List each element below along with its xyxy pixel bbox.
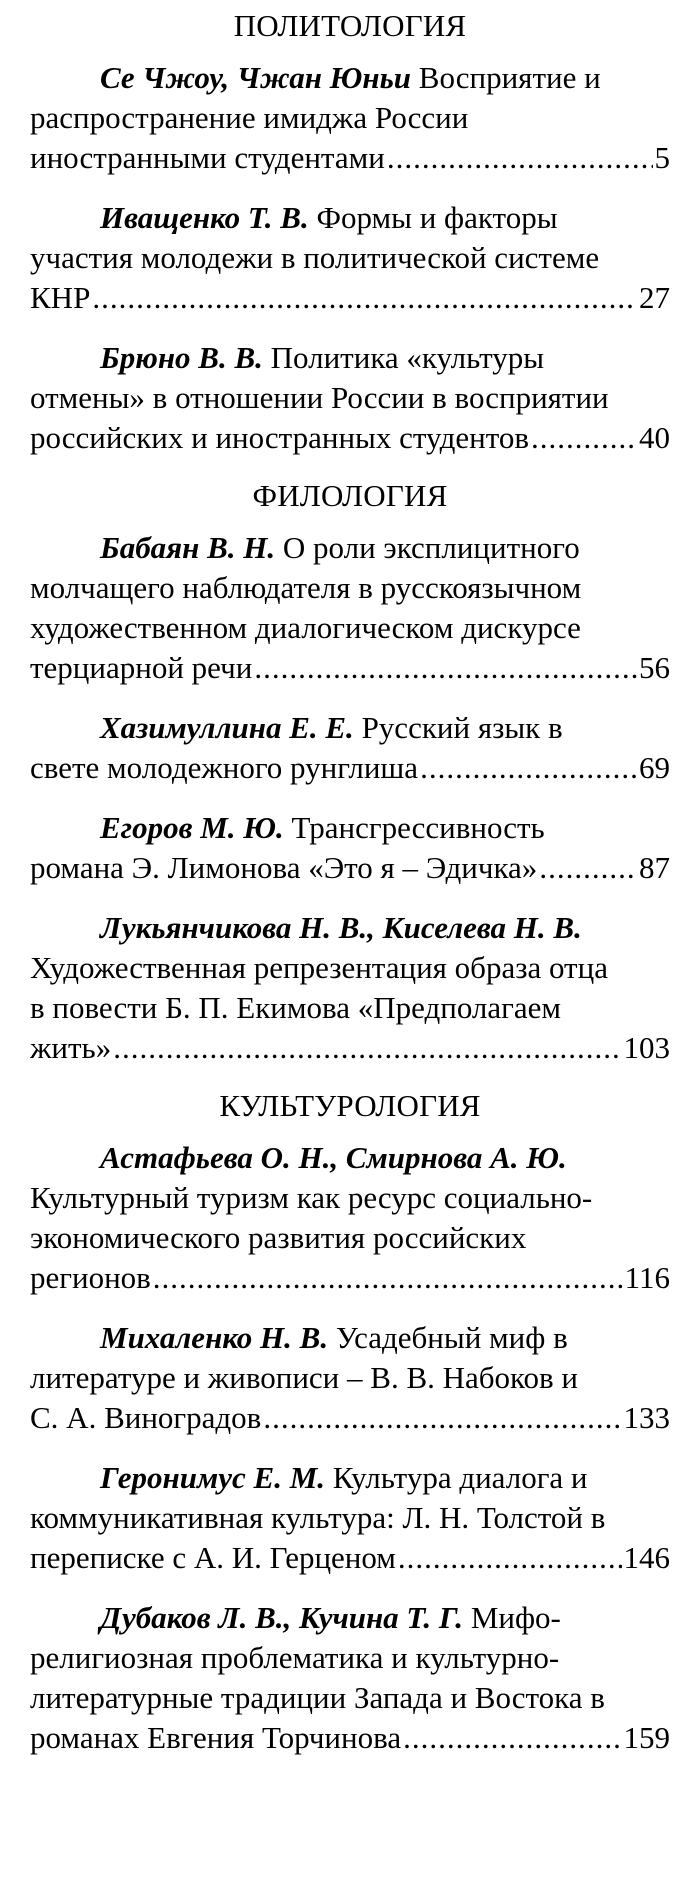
entry-title-line: художественном диалогическом дискурсе <box>30 610 581 645</box>
dot-leader <box>387 138 653 178</box>
page-number: 116 <box>624 1260 670 1295</box>
entry-title-line: романа Э. Лимонова «Это я – Эдичка» <box>30 850 538 885</box>
dot-leader <box>113 1028 621 1068</box>
entry-title-line: Трансгрессивность <box>291 810 545 845</box>
entry-title-line: коммуникативная культура: Л. Н. Толстой в <box>30 1500 606 1535</box>
toc-entry <box>30 198 670 318</box>
entry-author: Бабаян В. Н. <box>100 530 276 565</box>
entry-author: Иващенко Т. В. <box>100 200 309 235</box>
entry-title-line: О роли эксплицитного <box>282 530 580 565</box>
entry-title-line: жить» <box>30 1030 112 1065</box>
entry-title-line: отмены» в отношении России в восприятии <box>30 380 609 415</box>
entry-title-line: Культурный туризм как ресурс социально- <box>30 1180 593 1215</box>
section-title-philology: ФИЛОЛОГИЯ <box>252 478 448 513</box>
page-number: 69 <box>639 750 670 785</box>
entry-title-line: регионов <box>30 1260 151 1295</box>
toc-entry <box>30 338 670 458</box>
section-title-politology: ПОЛИТОЛОГИЯ <box>233 8 467 43</box>
entry-title-line: терциарной речи <box>30 650 253 685</box>
entry-author: Хазимуллина Е. Е. <box>100 710 354 745</box>
dot-leader <box>539 848 637 888</box>
toc-entry <box>30 1138 670 1298</box>
dot-leader <box>531 418 637 458</box>
toc-entry <box>30 808 670 888</box>
entry-title-line: романах Евгения Торчинова <box>30 1720 402 1755</box>
page-number: 40 <box>639 420 670 455</box>
toc-entry <box>30 708 670 788</box>
entry-title-line: свете молодежного рунглиша <box>30 750 419 785</box>
page-number: 5 <box>654 140 670 175</box>
entry-title-line: иностранными студентами <box>30 140 385 175</box>
entry-title-line: молчащего наблюдателя в русскоязычном <box>30 570 582 605</box>
entry-title-line: С. А. Виноградов <box>30 1400 262 1435</box>
page-number: 159 <box>623 1720 670 1755</box>
entry-title-line: распространение имиджа России <box>30 100 469 135</box>
page-number: 103 <box>623 1030 670 1065</box>
entry-title-line: Политика «культуры <box>270 340 545 375</box>
entry-title-line: КНР <box>30 280 91 315</box>
page-number: 87 <box>639 850 670 885</box>
page-number: 146 <box>623 1540 670 1575</box>
entry-title-line: в повести Б. П. Екимова «Предполагаем <box>30 990 562 1025</box>
toc-entry <box>30 1598 670 1758</box>
entry-title-line: участия молодежи в политической системе <box>30 240 600 275</box>
dot-leader <box>263 1398 621 1438</box>
entry-author: Се Чжоу, Чжан Юньи <box>100 60 412 95</box>
entry-author: Лукьянчикова Н. В., Киселева Н. В. <box>100 910 582 945</box>
entry-title-line: Усадебный миф в <box>335 1320 568 1355</box>
entry-title-line: Русский язык в <box>361 710 563 745</box>
entry-author: Брюно В. В. <box>100 340 263 375</box>
page-number: 133 <box>623 1400 670 1435</box>
entry-author: Геронимус Е. М. <box>100 1460 326 1495</box>
entry-title-line: литературе и живописи – В. В. Набоков и <box>30 1360 579 1395</box>
toc-entry <box>30 58 670 178</box>
dot-leader <box>153 1258 623 1298</box>
entry-author: Астафьева О. Н., Смирнова А. Ю. <box>100 1140 567 1175</box>
entry-title-line: экономического развития российских <box>30 1220 527 1255</box>
dot-leader <box>403 1718 621 1758</box>
entry-title-line: переписке с А. И. Герценом <box>30 1540 396 1575</box>
entry-title-line: Художественная репрезентация образа отца <box>30 950 608 985</box>
toc-entry <box>30 908 670 1068</box>
entry-author: Дубаков Л. В., Кучина Т. Г. <box>100 1600 464 1635</box>
entry-author: Егоров М. Ю. <box>100 810 284 845</box>
dot-leader <box>254 648 637 688</box>
page-number: 27 <box>639 280 670 315</box>
entry-title-line: Формы и факторы <box>316 200 558 235</box>
entry-title-line: религиозная проблематика и культурно- <box>30 1640 560 1675</box>
dot-leader <box>420 748 637 788</box>
dot-leader <box>398 1538 622 1578</box>
section-title-culturology: КУЛЬТУРОЛОГИЯ <box>219 1088 481 1123</box>
toc-entry <box>30 528 670 688</box>
entry-title-line: Мифо- <box>470 1600 561 1635</box>
toc-entry <box>30 1458 670 1578</box>
entry-title-line: российских и иностранных студентов <box>30 420 529 455</box>
toc-entry <box>30 1318 670 1438</box>
entry-author: Михаленко Н. В. <box>100 1320 329 1355</box>
entry-title-line: Восприятие и <box>418 60 601 95</box>
entry-title-line: Культура диалога и <box>332 1460 588 1495</box>
entry-title-line: литературные традиции Запада и Востока в <box>30 1680 605 1715</box>
dot-leader <box>92 278 637 318</box>
page-number: 56 <box>639 650 670 685</box>
